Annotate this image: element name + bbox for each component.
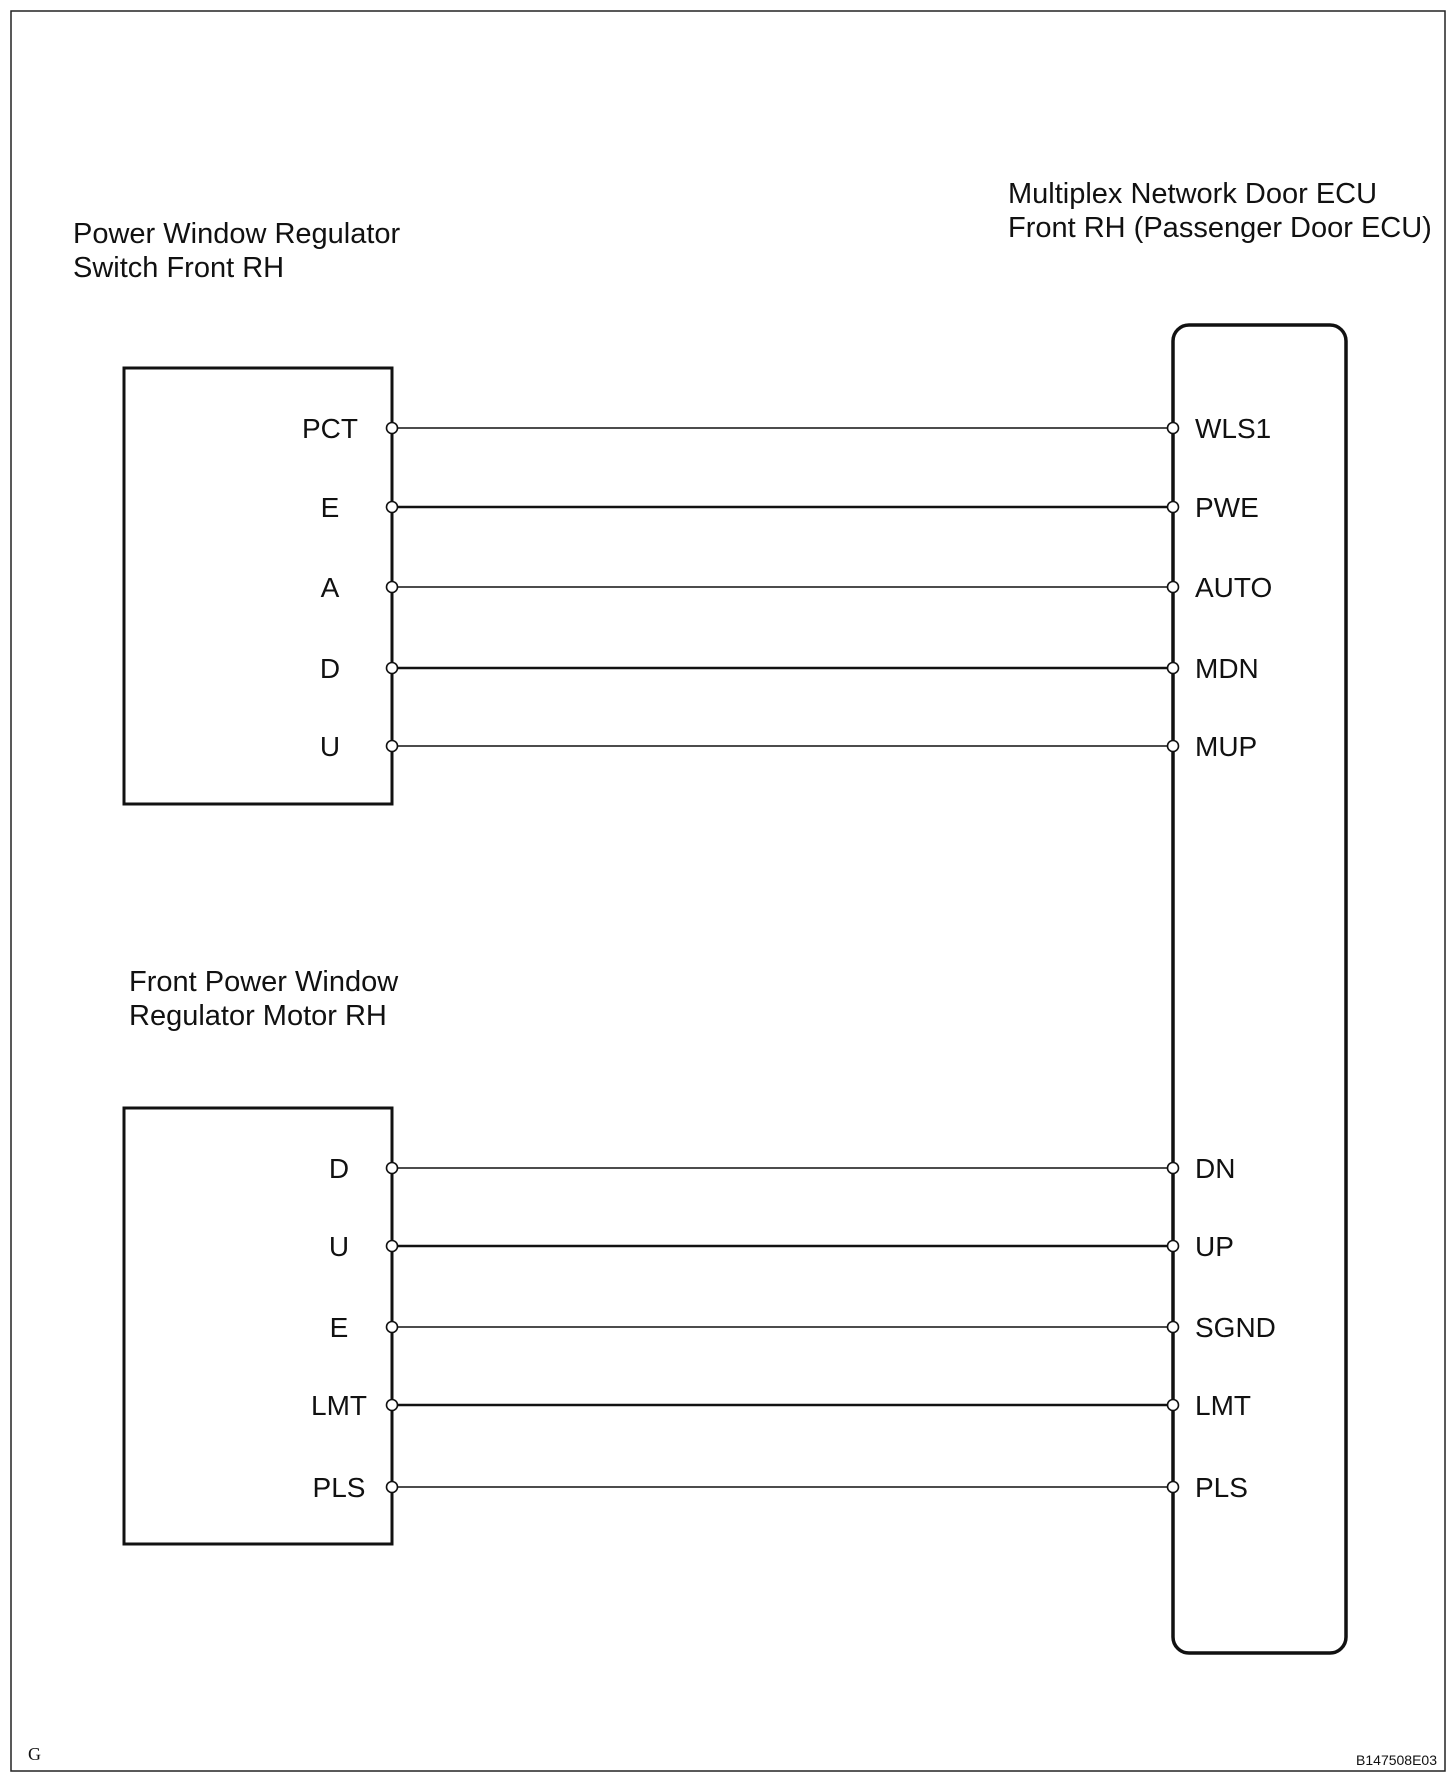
pin-label-right: MUP [1195, 731, 1258, 762]
pin-label-left: A [320, 572, 340, 603]
terminal [387, 502, 398, 513]
switch-title: Power Window Regulator Switch Front RH [73, 218, 401, 284]
terminal [1168, 1241, 1179, 1252]
terminal [1168, 582, 1179, 593]
terminal [1168, 1400, 1179, 1411]
terminal [387, 1482, 398, 1493]
terminal [1168, 741, 1179, 752]
pin-label-right: LMT [1195, 1390, 1251, 1421]
pin-label-left: U [319, 731, 341, 762]
wires [302, 413, 1276, 1503]
terminal [1168, 423, 1179, 434]
pin-label-left: PLS [312, 1472, 366, 1503]
terminal [387, 582, 398, 593]
pin-label-right: AUTO [1195, 572, 1273, 603]
terminal [1168, 1322, 1179, 1333]
terminal [387, 1400, 398, 1411]
figure-id: B147508E03 [1356, 1752, 1437, 1768]
terminal [387, 423, 398, 434]
terminal [1168, 663, 1179, 674]
terminal [1168, 502, 1179, 513]
pin-label-left: U [328, 1231, 350, 1262]
pin-label-right: WLS1 [1195, 413, 1272, 444]
footer-left-code: G [28, 1744, 41, 1764]
terminal [387, 1322, 398, 1333]
pin-label-left: E [329, 1312, 349, 1343]
ecu-title: Multiplex Network Door ECU Front RH (Passenger Door ECU) [1008, 178, 1432, 244]
terminal [1168, 1482, 1179, 1493]
pin-label-left: D [328, 1153, 350, 1184]
terminal [387, 1163, 398, 1174]
pin-label-left: E [320, 492, 340, 523]
pin-label-right: MDN [1195, 653, 1259, 684]
terminal [387, 663, 398, 674]
pin-label-left: LMT [311, 1390, 367, 1421]
terminal [387, 1241, 398, 1252]
pin-label-left: PCT [302, 413, 358, 444]
pin-label-right: PLS [1195, 1472, 1248, 1503]
motor-title: Front Power Window Regulator Motor RH [129, 966, 399, 1032]
pin-label-right: UP [1195, 1231, 1234, 1262]
terminal [387, 741, 398, 752]
pin-label-right: SGND [1195, 1312, 1276, 1343]
ecu-box [1173, 325, 1346, 1653]
pin-label-left: D [319, 653, 341, 684]
pin-label-right: PWE [1195, 492, 1259, 523]
terminal [1168, 1163, 1179, 1174]
pin-label-right: DN [1195, 1153, 1236, 1184]
